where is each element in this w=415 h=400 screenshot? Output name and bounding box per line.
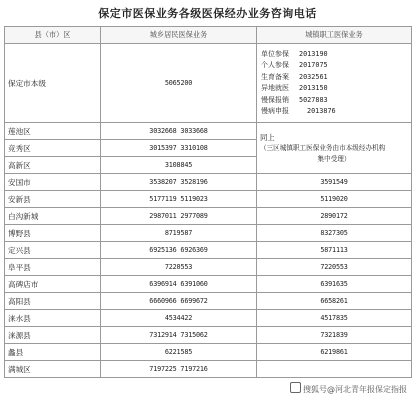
district-name: 安新县 bbox=[5, 191, 101, 208]
header-resident: 城乡居民医保业务 bbox=[101, 27, 257, 44]
employee-phone: 7220553 bbox=[257, 259, 412, 276]
resident-phone: 3032668 3033668 bbox=[101, 123, 257, 140]
table-row bbox=[5, 208, 412, 225]
district-name: 保定市本级 bbox=[5, 44, 101, 123]
employee-phone-item: 单位参保 2013190 bbox=[261, 49, 328, 58]
district-name: 莲池区 bbox=[5, 123, 101, 140]
employee-phone: 5119020 bbox=[257, 191, 412, 208]
district-name: 蠡县 bbox=[5, 344, 101, 361]
resident-phone: 6221585 bbox=[101, 344, 257, 361]
header-district: 县（市）区 bbox=[5, 27, 101, 44]
employee-phone: 6391635 bbox=[257, 276, 412, 293]
district-name: 定兴县 bbox=[5, 242, 101, 259]
employee-phone: 8327305 bbox=[257, 225, 412, 242]
resident-phone: 6925136 6926369 bbox=[101, 242, 257, 259]
district-name: 满城区 bbox=[5, 361, 101, 378]
table-row bbox=[5, 344, 412, 361]
employee-phone: 6219861 bbox=[257, 344, 412, 361]
district-name: 高碑店市 bbox=[5, 276, 101, 293]
table-row bbox=[5, 174, 412, 191]
shared-employee-note: 同上 （三区城镇职工医保业务由市本级经办机构 集中受理） bbox=[257, 123, 412, 174]
employee-phone: 6658261 bbox=[257, 293, 412, 310]
resident-phone: 7197225 7197216 bbox=[101, 361, 257, 378]
resident-phone: 7312914 7315062 bbox=[101, 327, 257, 344]
district-name: 博野县 bbox=[5, 225, 101, 242]
resident-phone: 5065200 bbox=[101, 44, 257, 123]
source-watermark bbox=[287, 381, 410, 396]
table-row bbox=[5, 310, 412, 327]
watermark-text: 搜狐号@河北青年报保定指报 bbox=[303, 385, 407, 394]
district-name: 高阳县 bbox=[5, 293, 101, 310]
employee-phone: 5871113 bbox=[257, 242, 412, 259]
table-row bbox=[5, 361, 412, 378]
resident-phone: 6660966 6699672 bbox=[101, 293, 257, 310]
employee-phone-item: 异地就医 2013150 bbox=[261, 84, 328, 92]
district-name: 阜平县 bbox=[5, 259, 101, 276]
employee-phone: 2890172 bbox=[257, 208, 412, 225]
table-row bbox=[5, 191, 412, 208]
employee-phone: 3591549 bbox=[257, 174, 412, 191]
employee-phone: 4517835 bbox=[257, 310, 412, 327]
resident-phone: 5177119 5119023 bbox=[101, 191, 257, 208]
table-row bbox=[5, 259, 412, 276]
district-name: 高新区 bbox=[5, 157, 101, 174]
resident-phone: 3015397 3310108 bbox=[101, 140, 257, 157]
resident-phone: 4534422 bbox=[101, 310, 257, 327]
employee-phone-item: 个人参保 2017075 bbox=[261, 61, 328, 69]
district-name: 竞秀区 bbox=[5, 140, 101, 157]
table-row-benben bbox=[5, 44, 412, 123]
resident-phone: 6396914 6391060 bbox=[101, 276, 257, 293]
table-row bbox=[5, 293, 412, 310]
district-name: 白沟新城 bbox=[5, 208, 101, 225]
district-name: 安国市 bbox=[5, 174, 101, 191]
employee-phone-item: 慢病申报 2013876 bbox=[261, 107, 336, 115]
table-row bbox=[5, 123, 412, 140]
employee-phone-item: 生育备案 2032561 bbox=[261, 72, 328, 81]
resident-phone: 2987011 2977089 bbox=[101, 208, 257, 225]
phone-directory-table bbox=[4, 26, 412, 378]
sohu-logo-icon bbox=[290, 382, 301, 393]
table-header-row bbox=[5, 27, 412, 44]
resident-phone: 7220553 bbox=[101, 259, 257, 276]
table-row bbox=[5, 225, 412, 242]
header-employee: 城镇职工医保业务 bbox=[257, 27, 412, 44]
resident-phone: 3538207 3528196 bbox=[101, 174, 257, 191]
resident-phone: 3108845 bbox=[101, 157, 257, 174]
table-row bbox=[5, 242, 412, 259]
resident-phone: 8719587 bbox=[101, 225, 257, 242]
employee-phone-list bbox=[257, 44, 412, 123]
district-name: 涞水县 bbox=[5, 310, 101, 327]
employee-phone bbox=[257, 361, 412, 378]
page-title: 保定市医保业务各级医保经办业务咨询电话 bbox=[98, 7, 317, 20]
district-name: 涞源县 bbox=[5, 327, 101, 344]
employee-phone-item: 慢保报销 5027883 bbox=[261, 95, 328, 104]
table-row bbox=[5, 276, 412, 293]
table-row bbox=[5, 327, 412, 344]
employee-phone: 7321839 bbox=[257, 327, 412, 344]
